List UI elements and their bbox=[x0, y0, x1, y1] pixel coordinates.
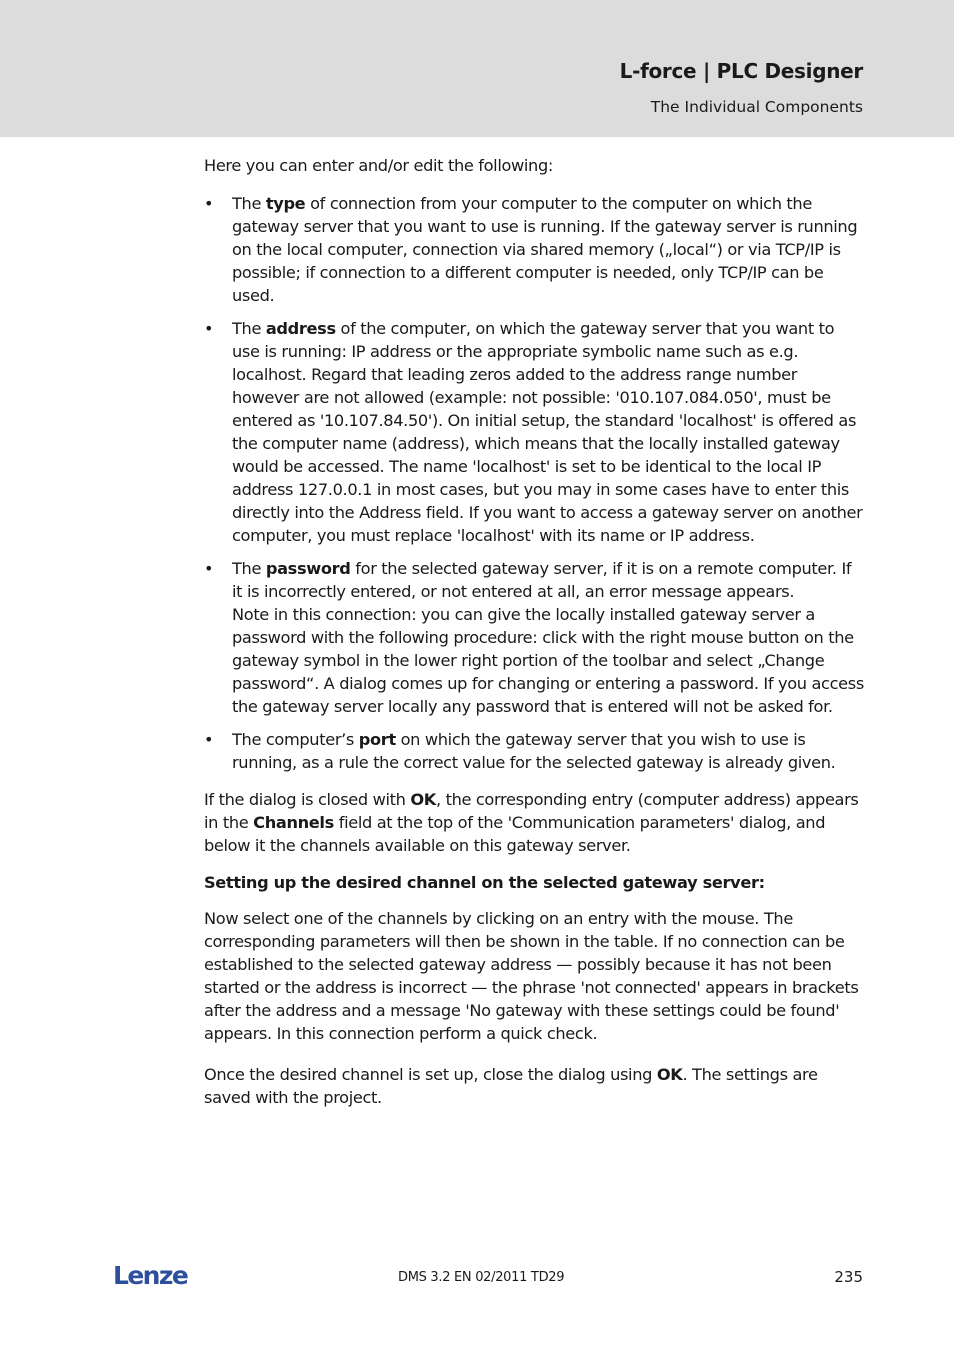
list-item-text: for the selected gateway server, if it is on a remote computer. If it is incorrectly entered, or not entered at all, an error message appears. bbox=[232, 559, 852, 601]
section-heading: Setting up the desired channel on the selected gateway server: bbox=[204, 873, 765, 892]
dialog-closed-paragraph bbox=[204, 788, 866, 857]
list-item-text: The computer’s bbox=[232, 730, 359, 749]
page-number: 235 bbox=[834, 1268, 863, 1286]
list-item-term: type bbox=[265, 194, 306, 213]
ok-term: OK bbox=[410, 790, 436, 809]
closing-paragraph bbox=[204, 1063, 866, 1109]
list-item-term: password bbox=[265, 559, 351, 578]
main-content bbox=[204, 154, 866, 1109]
page-header bbox=[0, 0, 954, 137]
header-title: L-force | PLC Designer bbox=[619, 59, 863, 83]
list-item-term: port bbox=[358, 730, 396, 749]
list-item-text: The bbox=[232, 319, 266, 338]
list-item bbox=[204, 728, 866, 774]
channel-selection-paragraph: Now select one of the channels by clicking on an entry with the mouse. The corresponding parameters will then be shown in the table. If no connection can be established to the selected gateway address — possibly because it has not been started or the address is incorrect — the phrase 'not connected' appears in brackets after the address and a message 'No gateway with these settings could be found' appears. In this connection perform a quick check. bbox=[204, 909, 859, 1043]
bullet-icon: • bbox=[204, 730, 214, 749]
intro-paragraph: Here you can enter and/or edit the following: bbox=[204, 156, 553, 175]
list-item bbox=[204, 192, 866, 307]
list-item-note: Note in this connection: you can give the locally installed gateway server a password with the following procedure: click with the right mouse button on the gateway symbol in the lower right portion of the toolbar and select „Change password“. A dialog comes up for changing or entering a password. If you access the gateway server locally any password that is entered will not be asked for. bbox=[232, 605, 864, 716]
lenze-logo: Lenze bbox=[113, 1261, 188, 1290]
header-subtitle: The Individual Components bbox=[650, 98, 863, 116]
channels-term: Channels bbox=[253, 813, 334, 832]
bullet-icon: • bbox=[204, 559, 214, 578]
parameter-list bbox=[204, 192, 866, 774]
list-item-text: The bbox=[232, 559, 266, 578]
text-run: Once the desired channel is set up, close the dialog using bbox=[204, 1065, 657, 1084]
bullet-icon: • bbox=[204, 194, 214, 213]
text-run: If the dialog is closed with bbox=[204, 790, 411, 809]
list-item bbox=[204, 557, 866, 718]
list-item-text: on which the gateway server that you wish to use is running, as a rule the correct value for the selected gateway is already given. bbox=[232, 730, 836, 772]
text-run: . The settings are saved with the project. bbox=[204, 1065, 818, 1107]
document-reference: DMS 3.2 EN 02/2011 TD29 bbox=[398, 1270, 565, 1285]
list-item-text: of connection from your computer to the computer on which the gateway server that you want to use is running. If the gateway server is running on the local computer, connection via shared memory („local“) or via TCP/IP is possible; if connection to a different computer is needed, only TCP/IP can be used. bbox=[232, 194, 858, 305]
text-run: , the corresponding entry (computer address) appears in the bbox=[204, 790, 859, 832]
text-run: field at the top of the 'Communication parameters' dialog, and below it the channels available on this gateway server. bbox=[204, 813, 826, 855]
list-item bbox=[204, 317, 866, 547]
ok-term: OK bbox=[656, 1065, 683, 1084]
list-item-term: address bbox=[265, 319, 336, 338]
list-item-text: of the computer, on which the gateway server that you want to use is running: IP address or the appropriate symbolic name such as e.g. localhost. Regard that leading zeros added to the address range number however are not allowed (example: not possible: '010.107.084.050', must be entered as '10.107.84.50'). On initial setup, the standard 'localhost' is offered as the computer name (address), which means that the locally installed gateway would be accessed. The name 'localhost' is set to be identical to the local IP address 127.0.0.1 in most cases, but you may in some cases have to enter this directly into the Address field. If you want to access a gateway server on another computer, you must replace 'localhost' with its name or IP address. bbox=[232, 319, 863, 545]
bullet-icon: • bbox=[204, 319, 214, 338]
list-item-text: The bbox=[232, 194, 266, 213]
